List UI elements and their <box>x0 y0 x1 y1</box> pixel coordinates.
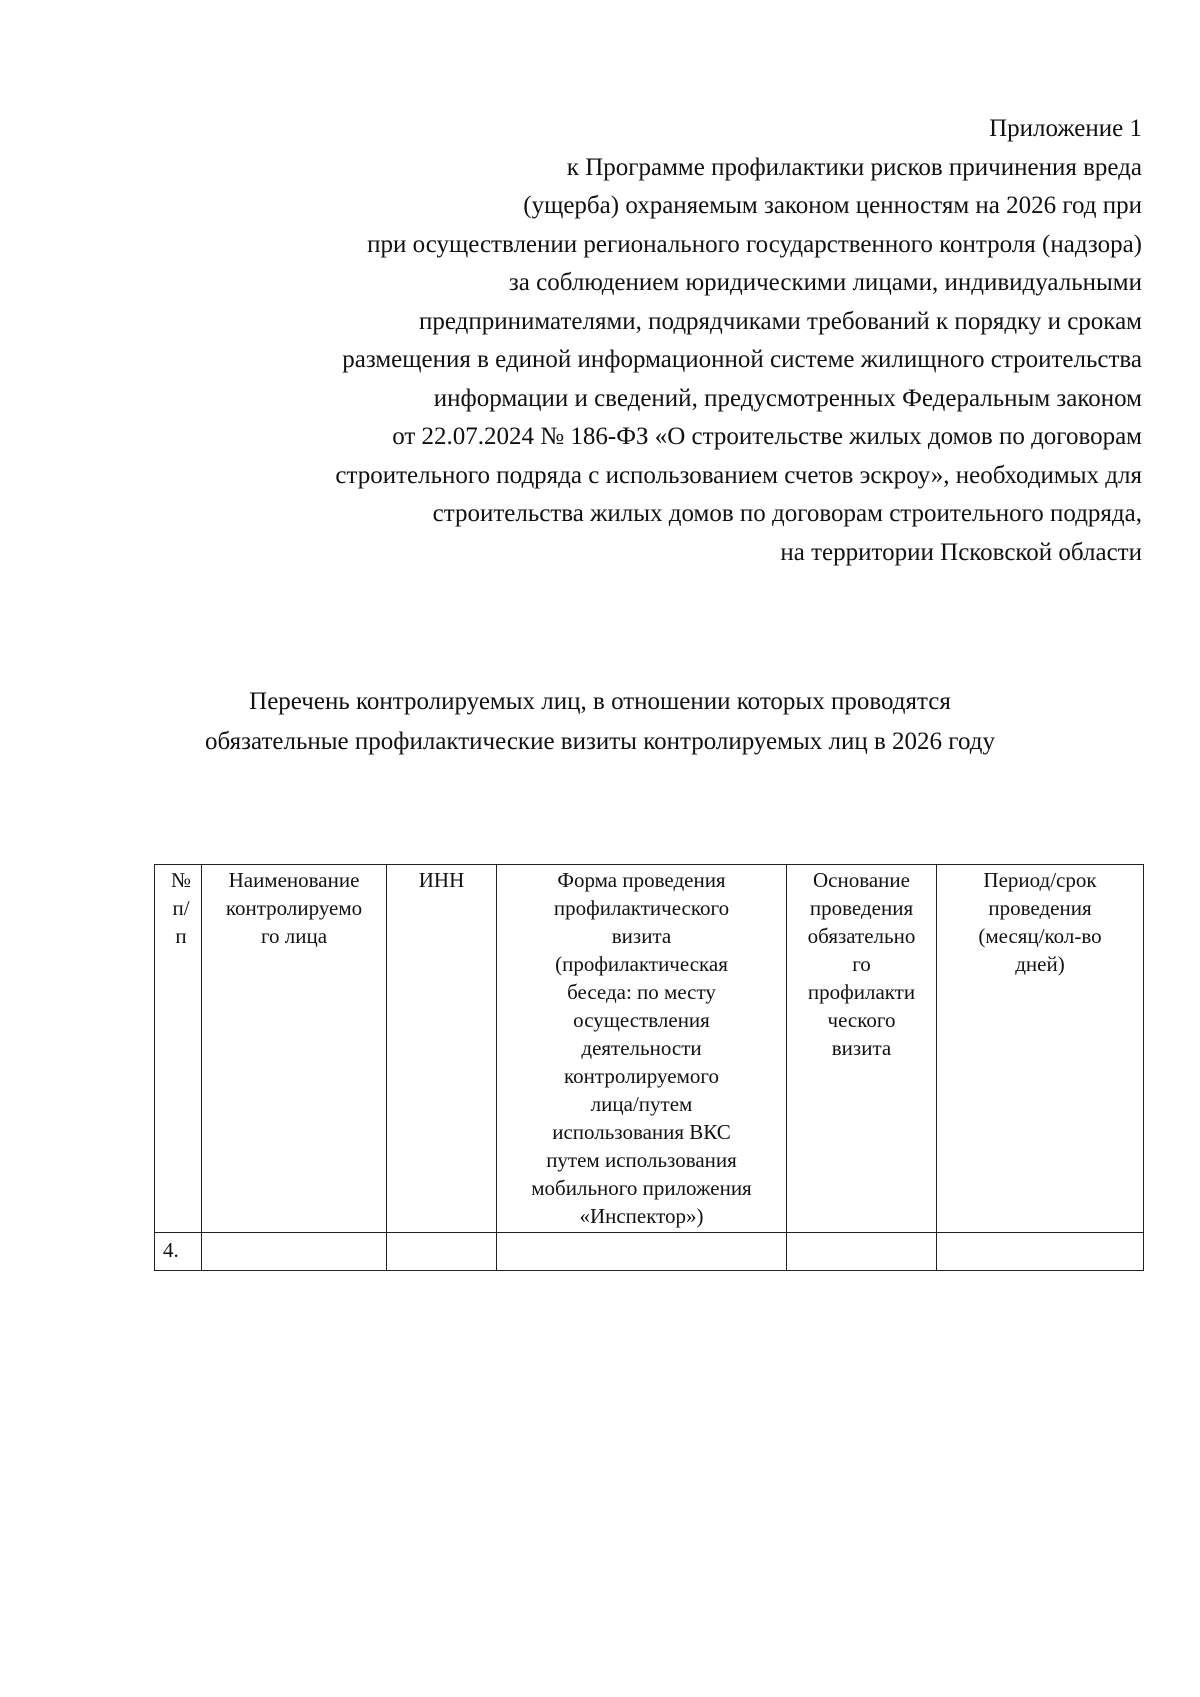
header-line: при осуществлении регионального государственного контроля (надзора) <box>367 230 1142 258</box>
header-line: от 22.07.2024 № 186-ФЗ «О строительстве жилых домов по договорам <box>392 423 1142 450</box>
table-cell-number: 4. <box>155 1233 202 1271</box>
header-line: предпринимателями, подрядчиками требований к порядку и срокам <box>419 307 1142 335</box>
header-line: строительства жилых домов по договорам строительного подряда, <box>432 500 1142 527</box>
header-line: размещения в единой информационной системе жилищного строительства <box>342 346 1142 373</box>
title-line: обязательные профилактические визиты контролируемых лиц в 2026 году <box>205 728 995 755</box>
column-header-visit-form: Форма проведения профилактического визита (профилактическая беседа: по месту осуществления деятельности контролируемого лица/путем использования ВКС путем использования мобильного приложения «Инспектор») <box>497 865 787 1233</box>
column-header-name: Наименование контролируемо го лица <box>202 865 387 1233</box>
table-cell <box>787 1233 937 1271</box>
header-line: к Программе профилактики рисков причинения вреда <box>566 153 1142 181</box>
column-header-period: Период/срок проведения (месяц/кол-во дней) <box>937 865 1144 1233</box>
table-cell <box>202 1233 387 1271</box>
controlled-persons-table <box>154 864 1144 1271</box>
header-line: (ущерба) охраняемым законом ценностям на 2026 год при <box>523 192 1142 219</box>
column-header-basis: Основание проведения обязательно го профилакти ческого визита <box>787 865 937 1233</box>
title-line: Перечень контролируемых лиц, в отношении которых проводятся <box>249 688 951 715</box>
table-cell <box>497 1233 787 1271</box>
appendix-header <box>142 110 1142 572</box>
column-header-number: № п/ п <box>155 865 202 1233</box>
header-line: за соблюдением юридическими лицами, индивидуальными <box>508 269 1142 296</box>
column-header-inn: ИНН <box>387 865 497 1233</box>
header-line: строительного подряда с использованием счетов эскроу», необходимых для <box>335 461 1142 489</box>
document-title <box>0 682 1200 762</box>
table-cell <box>937 1233 1144 1271</box>
table-header-row <box>155 865 1144 1233</box>
table-row <box>155 1233 1144 1271</box>
table-cell <box>387 1233 497 1271</box>
appendix-number: Приложение 1 <box>989 115 1142 142</box>
header-line: информации и сведений, предусмотренных Федеральным законом <box>433 384 1142 412</box>
header-line: на территории Псковской области <box>780 538 1142 566</box>
